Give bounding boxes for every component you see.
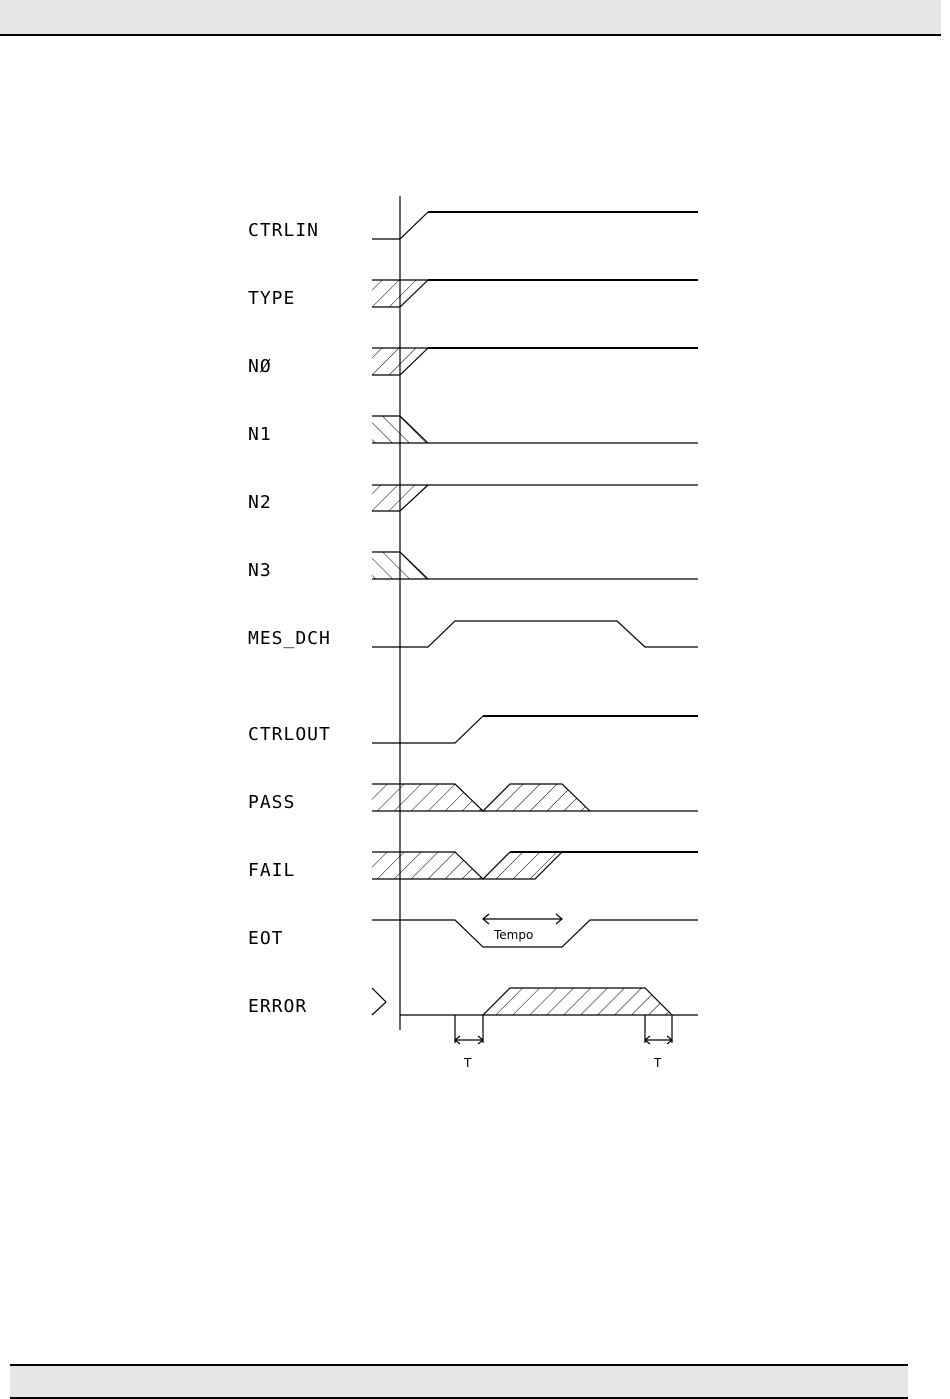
waveform-n2 bbox=[372, 485, 698, 511]
waveform-ctrlin bbox=[372, 212, 698, 239]
signal-label-type: TYPE bbox=[248, 288, 296, 309]
waveform-n3 bbox=[372, 552, 698, 579]
waveform-eot bbox=[372, 914, 698, 947]
signal-label-n1: N1 bbox=[248, 424, 272, 445]
signal-label-n3: N3 bbox=[248, 560, 272, 581]
waveform-n1 bbox=[372, 416, 698, 443]
signal-label-pass: PASS bbox=[248, 792, 296, 813]
waveform-n0 bbox=[372, 348, 698, 375]
waveform-error bbox=[372, 988, 698, 1070]
signal-label-mes-dch: MES_DCH bbox=[248, 628, 331, 649]
waveform-fail bbox=[372, 852, 698, 879]
signal-label-error: ERROR bbox=[248, 996, 308, 1017]
t-marker-left bbox=[455, 1015, 483, 1044]
waveform-type bbox=[372, 280, 698, 307]
signal-label-n0: NØ bbox=[248, 356, 272, 377]
waveform-mes-dch bbox=[372, 621, 698, 647]
signal-label-eot: EOT bbox=[248, 928, 284, 949]
page-footer-band bbox=[10, 1364, 908, 1399]
t-marker-right bbox=[645, 1015, 672, 1044]
waveform-pass bbox=[372, 784, 698, 811]
tempo-label: Tempo bbox=[494, 928, 534, 942]
signal-label-ctrlout: CTRLOUT bbox=[248, 724, 331, 745]
t-label-right: T bbox=[654, 1056, 662, 1070]
signal-label-n2: N2 bbox=[248, 492, 272, 513]
waveform-ctrlout bbox=[372, 716, 698, 743]
signal-label-ctrlin: CTRLIN bbox=[248, 220, 320, 241]
tempo-arrow bbox=[483, 914, 562, 924]
t-label-left: T bbox=[464, 1056, 472, 1070]
signal-label-fail: FAIL bbox=[248, 860, 296, 881]
